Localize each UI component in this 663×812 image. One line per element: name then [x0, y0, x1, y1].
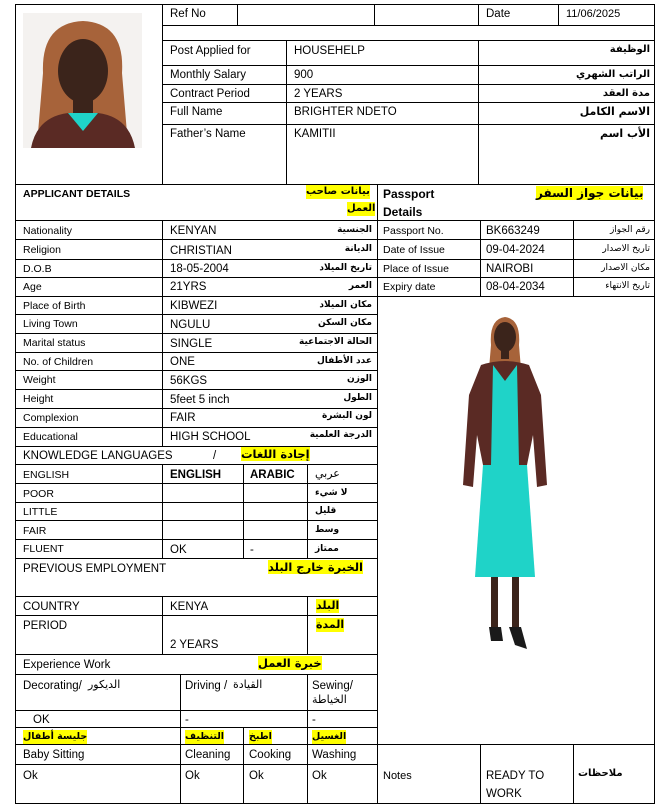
- previous-employment-heading: PREVIOUS EMPLOYMENT: [23, 563, 167, 575]
- marital-status-ar: الحالة الاجتماعية: [299, 337, 372, 347]
- driving-label: Driving /: [185, 680, 228, 692]
- children-ar: عدد الأطفال: [316, 356, 372, 366]
- expiry-date-ar: تاريخ الانتهاء: [605, 281, 650, 291]
- passport-no-label: Passport No.: [383, 225, 444, 237]
- baby-sitting-label: Baby Sitting: [23, 749, 85, 761]
- notes-value: READY TO: [486, 770, 545, 782]
- ref-no-label: Ref No: [170, 8, 206, 20]
- educational-label: Educational: [23, 431, 78, 443]
- full-body-photo: [445, 315, 565, 655]
- nationality-value: KENYAN: [170, 225, 217, 237]
- languages-slash: /: [213, 450, 217, 462]
- period-value: 2 YEARS: [170, 639, 219, 651]
- nationality-label: Nationality: [23, 225, 73, 237]
- date-of-issue-value: 09-04-2024: [486, 244, 545, 256]
- languages-heading-ar: إجادة اللغات: [241, 447, 310, 461]
- sewing-ar: الخياطة: [312, 693, 347, 706]
- dob-ar: تاريخ الميلاد: [319, 263, 372, 273]
- height-label: Height: [23, 393, 54, 405]
- lang-fair-label: FAIR: [23, 525, 47, 537]
- applicant-details-heading-ar-2: العمل: [347, 203, 376, 214]
- cooking-ar: اطبخ: [249, 731, 272, 742]
- place-of-issue-value: NAIROBI: [486, 263, 534, 275]
- decorating-ar: الديكور: [88, 678, 121, 691]
- country-label: COUNTRY: [23, 601, 80, 613]
- educational-value: HIGH SCHOOL: [170, 431, 251, 443]
- complexion-ar: لون البشرة: [321, 411, 372, 421]
- passport-details-heading-ar: بيانات جواز السفر: [536, 186, 644, 200]
- contract-period-value: 2 YEARS: [294, 88, 343, 100]
- experience-heading: Experience Work: [23, 659, 111, 671]
- notes-value-2: WORK: [486, 788, 522, 800]
- notes-label: Notes: [383, 770, 412, 782]
- religion-label: Religion: [23, 244, 61, 256]
- lang-poor-label: POOR: [23, 488, 54, 500]
- washing-value: Ok: [312, 770, 327, 782]
- country-value: KENYA: [170, 601, 209, 613]
- dob-label: D.O.B: [23, 263, 52, 275]
- experience-heading-ar: خبرة العمل: [258, 656, 322, 670]
- lang-fluent-arabic: -: [250, 544, 254, 556]
- place-of-birth-value: KIBWEZI: [170, 300, 218, 312]
- marital-status-value: SINGLE: [170, 338, 213, 350]
- full-name-ar: الاسم الكامل: [579, 105, 650, 118]
- expiry-date-label: Expiry date: [383, 281, 436, 293]
- fathers-name-ar: الأب اسم: [599, 127, 650, 140]
- children-value: ONE: [170, 356, 195, 368]
- height-value: 5feet 5 inch: [170, 394, 230, 406]
- arabic-column-header-ar: عربي: [315, 467, 340, 480]
- english-column-header: ENGLISH: [170, 469, 222, 481]
- washing-ar: الغسيل: [312, 731, 347, 742]
- monthly-salary-label: Monthly Salary: [170, 69, 247, 81]
- sewing-label: Sewing/: [312, 680, 353, 692]
- height-ar: الطول: [343, 393, 372, 403]
- baby-sitting-ar: جليسة أطفال: [23, 731, 88, 742]
- fathers-name-label: Father’s Name: [170, 128, 246, 140]
- post-applied-value: HOUSEHELP: [294, 45, 365, 57]
- contract-period-label: Contract Period: [170, 88, 250, 100]
- washing-label: Washing: [312, 749, 357, 761]
- weight-ar: الوزن: [347, 374, 372, 384]
- fathers-name-value: KAMITII: [294, 128, 336, 140]
- nationality-ar: الجنسية: [337, 225, 372, 235]
- religion-value: CHRISTIAN: [170, 245, 232, 257]
- place-of-issue-label: Place of Issue: [383, 263, 449, 275]
- lang-fluent-ar: ممتاز: [315, 544, 339, 554]
- previous-employment-heading-ar: الخبرة خارج البلد: [268, 560, 363, 574]
- age-label: Age: [23, 281, 42, 293]
- languages-heading: KNOWLEDGE LANGUAGES: [23, 450, 173, 462]
- children-label: No. of Children: [23, 356, 94, 368]
- lang-fair-ar: وسط: [315, 525, 340, 535]
- date-value: 11/06/2025: [566, 8, 621, 20]
- place-of-issue-ar: مكان الاصدار: [601, 263, 650, 273]
- sewing-value: -: [312, 714, 316, 726]
- educational-ar: الدرجة العلمية: [309, 430, 372, 440]
- driving-ar: القيادة: [233, 678, 263, 691]
- age-ar: العمر: [348, 281, 372, 291]
- lang-fluent-label: FLUENT: [23, 543, 64, 555]
- applicant-details-heading: APPLICANT DETAILS: [23, 188, 131, 200]
- marital-status-label: Marital status: [23, 337, 86, 349]
- post-applied-label: Post Applied for: [170, 45, 251, 57]
- living-town-label: Living Town: [23, 318, 78, 330]
- complexion-value: FAIR: [170, 412, 196, 424]
- date-of-issue-ar: تاريخ الاصدار: [602, 244, 650, 254]
- living-town-ar: مكان السكن: [318, 318, 372, 328]
- baby-sitting-value: Ok: [23, 770, 38, 782]
- passport-no-ar: رقم الجواز: [609, 225, 650, 235]
- monthly-salary-value: 900: [294, 69, 314, 81]
- decorating-label: Decorating/: [23, 680, 82, 692]
- full-name-label: Full Name: [170, 106, 223, 118]
- notes-ar: ملاحظات: [578, 768, 623, 779]
- passport-details-heading-2: Details: [383, 205, 423, 219]
- cleaning-value: Ok: [185, 770, 200, 782]
- full-name-value: BRIGHTER NDETO: [294, 106, 397, 118]
- contract-period-ar: مدة العقد: [602, 88, 650, 99]
- cleaning-label: Cleaning: [185, 749, 231, 761]
- dob-value: 18-05-2004: [170, 263, 229, 275]
- lang-fluent-english: OK: [170, 544, 187, 556]
- cooking-label: Cooking: [249, 749, 292, 761]
- country-ar: البلد: [316, 599, 340, 612]
- driving-value: -: [185, 714, 189, 726]
- period-ar: المدة: [316, 618, 345, 631]
- english-col-label: ENGLISH: [23, 469, 70, 481]
- monthly-salary-ar: الراتب الشهري: [576, 69, 650, 80]
- weight-value: 56KGS: [170, 375, 208, 387]
- passport-details-heading: Passport: [383, 187, 435, 201]
- headshot-photo: [23, 13, 142, 148]
- place-of-birth-ar: مكان الميلاد: [319, 300, 372, 310]
- arabic-column-header: ARABIC: [250, 469, 295, 481]
- passport-no-value: BK663249: [486, 225, 540, 237]
- place-of-birth-label: Place of Birth: [23, 300, 86, 312]
- living-town-value: NGULU: [170, 319, 211, 331]
- lang-poor-ar: لا شيء: [315, 488, 348, 498]
- date-label: Date: [486, 8, 511, 20]
- period-label: PERIOD: [23, 620, 68, 632]
- age-value: 21YRS: [170, 281, 207, 293]
- lang-little-label: LITTLE: [23, 506, 58, 518]
- weight-label: Weight: [23, 374, 56, 386]
- cleaning-ar: التنظيف: [185, 731, 225, 742]
- decorating-value: OK: [33, 714, 50, 726]
- expiry-date-value: 08-04-2034: [486, 281, 545, 293]
- religion-ar: الديانة: [344, 244, 372, 254]
- lang-little-ar: قليل: [315, 506, 337, 516]
- complexion-label: Complexion: [23, 412, 79, 424]
- cooking-value: Ok: [249, 770, 264, 782]
- date-of-issue-label: Date of Issue: [383, 244, 445, 256]
- post-applied-ar: الوظيفة: [609, 44, 650, 55]
- applicant-details-heading-ar: بيانات صاحب: [306, 186, 370, 197]
